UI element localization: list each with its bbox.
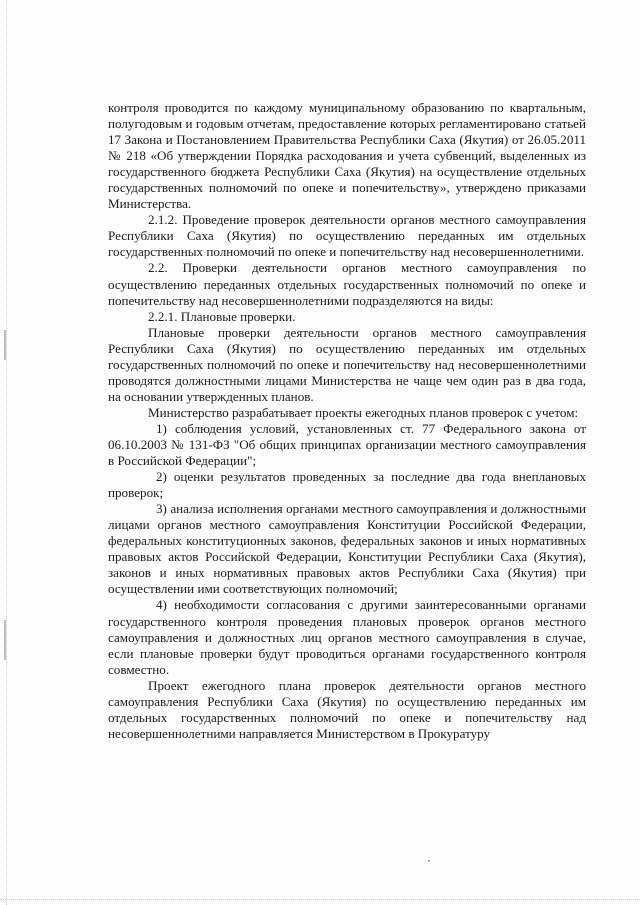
paragraph: 2.2. Проверки деятельности органов местного самоуправления по осуществлению переданных отдельных государственных полномочий по опеке и попечительству над несовершеннолетними подразделяются на виды: [108, 260, 586, 308]
scan-speck [428, 860, 430, 862]
paragraph: 2.1.2. Проведение проверок деятельности органов местного самоуправления Республики Саха (Якутия) по осуществлению переданных им отдельных государственных полномочий по опеке и попечительству над несовершеннолетними. [108, 212, 586, 260]
paragraph: Министерство разрабатывает проекты ежегодных планов проверок с учетом: [148, 404, 579, 420]
paragraph: контроля проводится по каждому муниципальному образованию по квартальным, полугодовым и годовым отчетам, предоставление которых регламентировано статьей 17 Закона и Постановлением Правительства Республики Саха (Якутия) от 26.05.2011 № 218 «Об утверждении Порядка расходования и учета субвенций, выделенных из государственного бюджета Республики Саха (Якутия) на осуществление отдельных государственных полномочий по опеке и попечительству», утверждено приказами Министерства. [108, 100, 586, 212]
list-item: 4) необходимости согласования с другими заинтересованными органами государственного контроля проведения плановых проверок органов местного самоуправления и должностных лиц органов местного самоуправления в случае, если плановые проверки будут проводиться органами государственного контроля совместно. [108, 597, 586, 677]
scan-edge-left [6, 0, 8, 905]
list-item: 3) анализа исполнения органами местного самоуправления и должностными лицами органов местного самоуправления Конституции Российской Федерации, федеральных конституционных законов, федеральных законов и иных нормативных правовых актов Российской Федерации, Конституции Республики Саха (Якутия), законов и иных нормативных правовых актов Республики Саха (Якутия) при осуществлении ими соответствующих полномочий; [108, 501, 586, 597]
paragraph: Проект ежегодного плана проверок деятельности органов местного самоуправления Республики Саха (Якутия) по осуществлению переданных им отдельных государственных полномочий по опеке и попечительству над несовершеннолетними направляется Министерством в Прокуратуру [108, 677, 586, 741]
document-text [108, 100, 586, 742]
list-item: 2) оценки результатов проведенных за последние два года внеплановых проверок; [108, 469, 586, 501]
scan-mark [4, 620, 6, 660]
scan-edge-bottom [0, 899, 640, 901]
list-item: 1) соблюдения условий, установленных ст. 77 Федерального закона от 06.10.2003 № 131-ФЗ "Об общих принципах организации местного самоуправления в Российской Федерации"; [108, 420, 586, 469]
scan-mark [4, 330, 6, 360]
paragraph: Плановые проверки деятельности органов местного самоуправления Республики Саха (Якутия) по осуществлению переданных им отдельных государственных полномочий по опеке и попечительству над несовершеннолетними проводятся должностными лицами Министерства не чаще чем один раз в два года, на основании утвержденных планов. [108, 324, 586, 404]
paragraph: 2.2.1. Плановые проверки. [148, 308, 296, 324]
